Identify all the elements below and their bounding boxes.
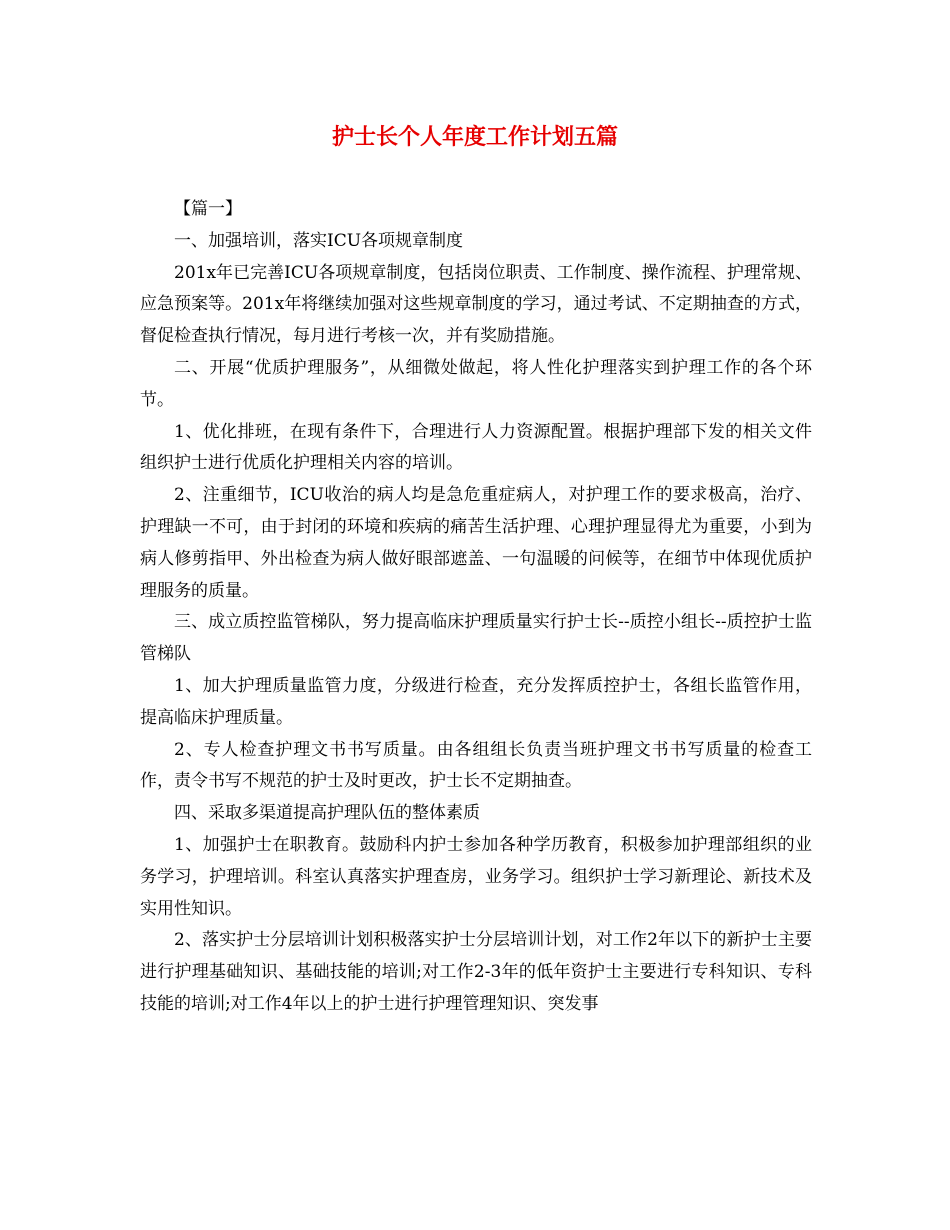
document-body [140,194,812,1021]
paragraph-heading: 三、成立质控监管梯队，努力提高临床护理质量实行护士长--质控小组长--质控护士监管梯队 [140,612,812,665]
paragraph: 1、加强护士在职教育。鼓励科内护士参加各种学历教育，积极参加护理部组织的业务学习，护理培训。科室认真落实护理查房，业务学习。组织护士学习新理论、新技术及实用性知识。 [140,834,812,919]
section-heading: 【篇一】 [174,199,242,219]
paragraph: 1、优化排班，在现有条件下，合理进行人力资源配置。根据护理部下发的相关文件组织护士进行优质化护理相关内容的培训。 [140,421,812,474]
paragraph: 2、专人检查护理文书书写质量。由各组组长负责当班护理文书书写质量的检查工作，责令书写不规范的护士及时更改，护士长不定期抽查。 [140,739,812,792]
paragraph-heading: 四、采取多渠道提高护理队伍的整体素质 [174,803,480,824]
paragraph-heading: 一、加强培训，落实ICU各项规章制度 [174,230,464,251]
paragraph: 201x年已完善ICU各项规章制度，包括岗位职责、工作制度、操作流程、护理常规、应急预案等。201x年将继续加强对这些规章制度的学习，通过考试、不定期抽查的方式，督促检查执行情况，每月进行考核一次，并有奖励措施。 [140,262,812,347]
paragraph: 2、注重细节，ICU收治的病人均是急危重症病人，对护理工作的要求极高，治疗、护理缺一不可，由于封闭的环境和疾病的痛苦生活护理、心理护理显得尤为重要，小到为病人修剪指甲、外出检查为病人做好眼部遮盖、一句温暖的问候等，在细节中体现优质护理服务的质量。 [140,485,812,601]
paragraph: 1、加大护理质量监管力度，分级进行检查，充分发挥质控护士，各组长监管作用，提高临床护理质量。 [140,675,812,728]
paragraph-heading: 二、开展“优质护理服务”，从细微处做起，将人性化护理落实到护理工作的各个环节。 [140,357,812,410]
document-title: 护士长个人年度工作计划五篇 [331,124,618,150]
paragraph: 2、落实护士分层培训计划积极落实护士分层培训计划，对工作2年以下的新护士主要进行护理基础知识、基础技能的培训;对工作2-3年的低年资护士主要进行专科知识、专科技能的培训;对工作4年以上的护士进行护理管理知识、突发事 [140,930,812,1014]
